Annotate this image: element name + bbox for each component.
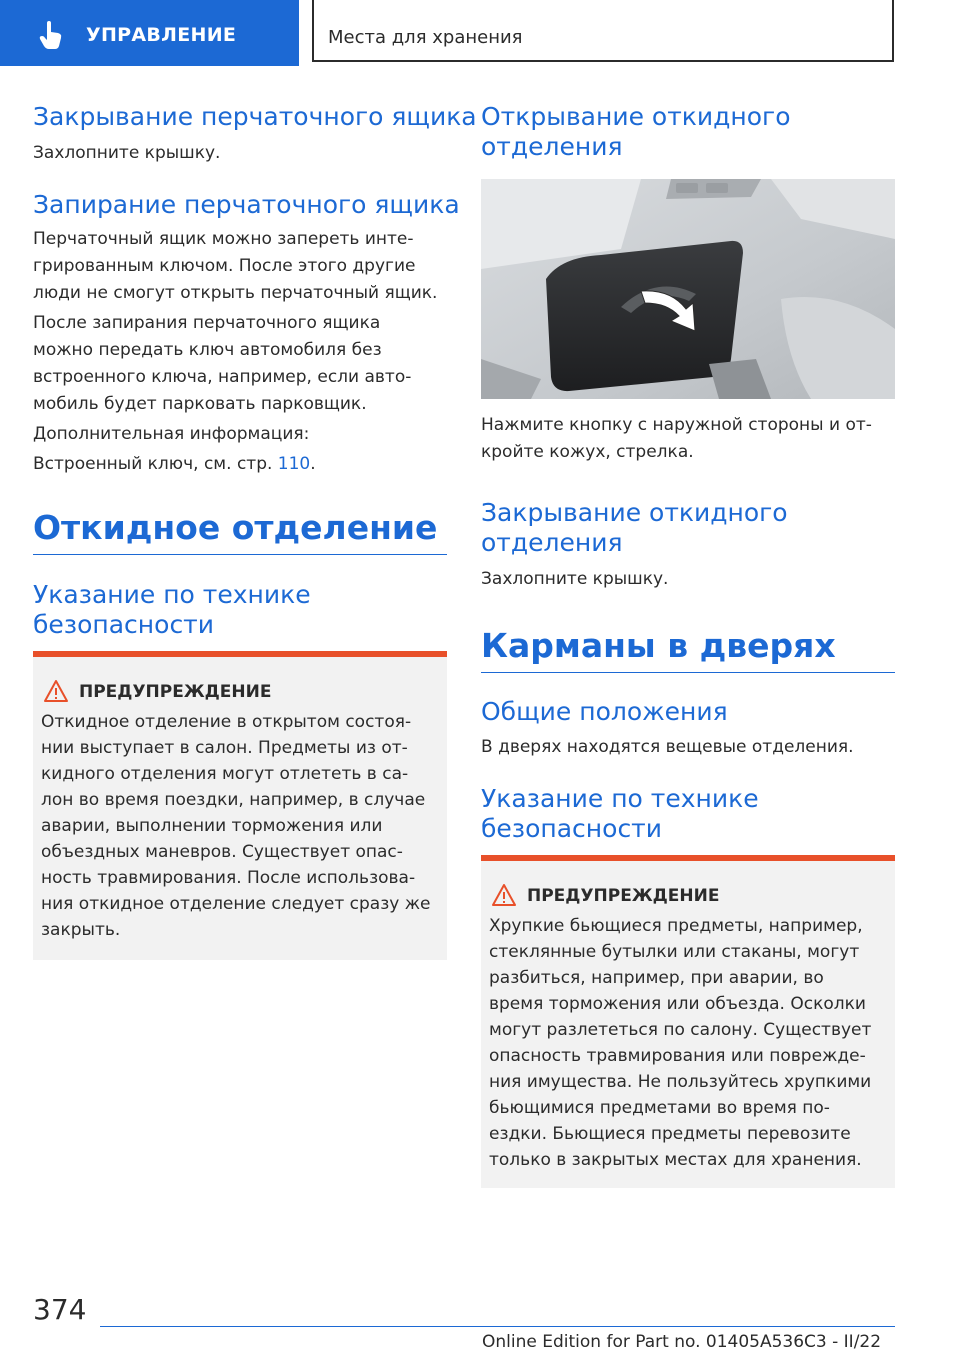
lock-glovebox-p2-line1: После запирания перчаточного ящика (33, 313, 381, 333)
additional-info-label: Дополнительная информация: (33, 424, 310, 444)
warning-title: ПРЕДУПРЕЖДЕНИЕ (79, 682, 272, 702)
warning-triangle-icon (43, 679, 69, 703)
door-safety-heading-line1: Указание по технике (481, 784, 759, 813)
page-number: 374 (33, 1293, 87, 1326)
open-compartment-caption-line1: Нажмите кнопку с наружной стороны и от- (481, 415, 872, 435)
section-header (312, 0, 894, 62)
footer-rule (100, 1326, 895, 1327)
close-glovebox-heading: Закрывание перчаточного ящика (33, 102, 477, 131)
door-safety-heading-line2: безопасности (481, 814, 662, 843)
lock-glovebox-p2-line3: встроенного ключа, например, если авто- (33, 367, 412, 387)
chapter-tab[interactable] (0, 0, 299, 66)
general-text: В дверях находятся вещевые отделения. (481, 737, 854, 757)
lock-glovebox-p2-line4: мобиль будет парковать парковщик. (33, 394, 367, 414)
chapter-label: УПРАВЛЕНИЕ (86, 24, 237, 46)
close-compartment-heading-line1: Закрывание откидного (481, 498, 788, 527)
open-compartment-heading-line2: отделения (481, 132, 623, 161)
warning-title: ПРЕДУПРЕЖДЕНИЕ (527, 886, 720, 906)
open-compartment-heading-line1: Открывание откидного (481, 102, 791, 131)
lock-glovebox-heading: Запирание перчаточного ящика (33, 190, 460, 219)
compartment-heading-rule (33, 554, 447, 555)
door-pockets-heading: Карманы в дверях (481, 626, 836, 665)
close-compartment-text: Захлопните крышку. (481, 569, 669, 589)
open-compartment-caption-line2: кройте кожух, стрелка. (481, 442, 694, 462)
compartment-safety-heading-line1: Указание по технике (33, 580, 311, 609)
general-heading: Общие положения (481, 697, 728, 726)
door-warning-box (481, 855, 895, 1188)
compartment-safety-heading-line2: безопасности (33, 610, 214, 639)
hand-pointer-icon (36, 20, 66, 50)
compartment-photo (481, 179, 895, 399)
door-pockets-heading-rule (481, 672, 895, 673)
compartment-warning-box (33, 651, 447, 960)
section-title: Места для хранения (328, 27, 523, 48)
warning-triangle-icon (491, 883, 517, 907)
lock-glovebox-p1-line2: грированным ключом. После этого другие (33, 256, 416, 276)
lock-glovebox-p1-line1: Перчаточный ящик можно запереть инте- (33, 229, 414, 249)
warning-body: Хрупкие бьющиеся предметы, например, стеклянные бутылки или стаканы, могут разбиться, например, при аварии, во время торможения или объезда. Осколки могут разлететься по салону. Существует опасность травмирования или поврежде- ния имущества. Не пользуйтесь хрупкими бьющимися предметами во время по- ездки. Бьющиеся предметы перевозите только в закрытых местах для хранения. (489, 916, 872, 1170)
warning-body: Откидное отделение в открытом состоя- нии выступает в салон. Предметы из от- кидного отделения могут отлететь в са- лон во время поездки, например, в случае аварии, выполнении торможения или объездных маневров. Существует опас- ность травмирования. После использова- ния откидное отделение следует сразу же закрыть. (41, 712, 431, 940)
lock-glovebox-p2-line2: можно передать ключ автомобиля без (33, 340, 382, 360)
compartment-heading: Откидное отделение (33, 508, 438, 547)
integrated-key-ref: Встроенный ключ, см. стр. 110. (33, 454, 316, 474)
footer-edition: Online Edition for Part no. 01405A536C3 - II/22 (482, 1332, 882, 1352)
lock-glovebox-p1-line3: люди не смогут открыть перчаточный ящик. (33, 283, 438, 303)
close-glovebox-text: Захлопните крышку. (33, 143, 221, 163)
close-compartment-heading-line2: отделения (481, 528, 623, 557)
page-link-110[interactable]: 110 (277, 454, 311, 474)
